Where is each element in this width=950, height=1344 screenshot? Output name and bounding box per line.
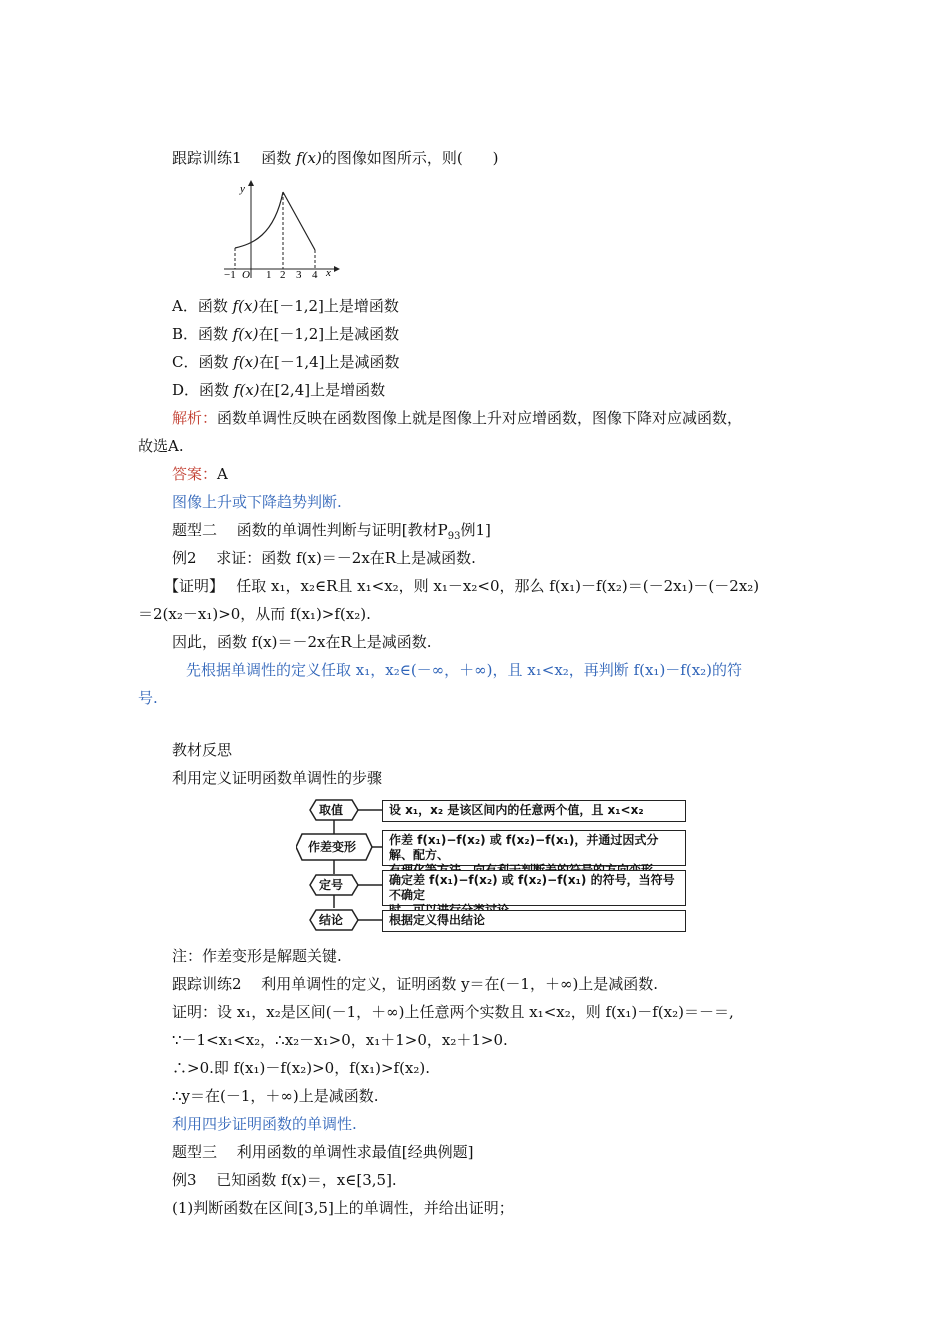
origin-label: O	[242, 269, 250, 281]
x-tick-label: 4	[312, 269, 318, 281]
option-d-arg: (x)	[239, 381, 260, 399]
x-tick-label: 2	[280, 269, 286, 281]
option-b-func: f	[232, 325, 239, 343]
tip-1: 图像上升或下降趋势判断.	[172, 493, 342, 511]
option-a-func: f	[232, 297, 239, 315]
step-4-desc-box	[382, 910, 686, 932]
option-d	[172, 380, 385, 400]
section-2-title-end: 例1]	[460, 521, 491, 539]
example-3: 例3 已知函数 f(x)＝，x∈[3,5].	[172, 1171, 397, 1189]
section-2-page-sub: 93	[447, 531, 461, 542]
exercise-1-title	[172, 148, 499, 168]
step-1-desc-box	[382, 800, 686, 822]
y-axis-label: y	[240, 183, 245, 195]
option-a-arg: (x)	[238, 297, 259, 315]
proof-line-2: ＝2(x₂－x₁)>0，从而 f(x₁)>f(x₂).	[138, 605, 371, 623]
falling-segment	[283, 192, 315, 250]
option-a	[172, 296, 399, 316]
option-d-prefix: D．函数	[172, 381, 234, 399]
proof-line-3: 因此，函数 f(x)＝－2x在R上是减函数.	[172, 633, 432, 651]
reflection-title: 教材反思	[172, 741, 233, 759]
option-c	[172, 352, 400, 372]
option-a-prefix: A．函数	[172, 297, 233, 315]
analysis-label: 解析：	[172, 409, 218, 427]
example-3-part-1: (1)判断函数在区间[3,5]上的单调性，并给出证明；	[172, 1199, 514, 1217]
step-2-desc-line-1: 作差 f(x₁)−f(x₂) 或 f(x₂)−f(x₁)，并通过因式分解、配方、	[389, 833, 659, 862]
x-tick-label: −1	[224, 269, 236, 281]
exercise-2-proof-4: ∴y＝在(－1，＋∞)上是减函数.	[172, 1087, 379, 1105]
analysis-text: 函数单调性反映在函数图像上就是图像上升对应增函数，图像下降对应减函数，	[217, 409, 743, 427]
option-c-prefix: C．函数	[172, 353, 234, 371]
x-tick-label: 3	[296, 269, 302, 281]
answer-value: A	[217, 465, 228, 483]
option-b-text: 在[－1,2]上是减函数	[258, 325, 400, 343]
step-2-desc-box	[382, 830, 686, 866]
step-3-desc-line-1: 确定差 f(x₁)−f(x₂) 或 f(x₂)−f(x₁) 的符号，当符号不确定	[389, 873, 675, 902]
step-3-desc-box	[382, 870, 686, 906]
y-axis-arrow	[248, 180, 254, 186]
option-b-prefix: B．函数	[172, 325, 233, 343]
flowchart	[296, 796, 688, 934]
function-graph	[222, 178, 340, 282]
step-3-label: 定号	[319, 878, 344, 892]
option-b	[172, 324, 399, 344]
x-axis-arrow	[334, 266, 340, 272]
step-4-desc: 根据定义得出结论	[389, 913, 486, 927]
exercise-2-proof-1: 证明：设 x₁，x₂是区间(－1，＋∞)上任意两个实数且 x₁<x₂，则 f(x₁)－f(x₂)＝－＝,	[172, 1003, 734, 1021]
note: 注：作差变形是解题关键.	[172, 947, 342, 965]
answer-label: 答案：	[172, 465, 218, 483]
option-c-text: 在[－1,4]上是减函数	[258, 353, 400, 371]
section-2-title	[172, 520, 491, 547]
exercise-1-func: f	[296, 149, 302, 167]
tip-2-line-1: 先根据单调性的定义任取 x₁，x₂∈(－∞，＋∞)，且 x₁<x₂，再判断 f(x₁)－f(x₂)的符	[186, 661, 743, 679]
reflection-subtitle: 利用定义证明函数单调性的步骤	[172, 769, 383, 787]
tip-2-line-2: 号.	[138, 689, 158, 707]
answer-line	[172, 464, 228, 484]
option-d-func: f	[233, 381, 240, 399]
x-tick-label: 1	[266, 269, 272, 281]
option-a-text: 在[－1,2]上是增函数	[258, 297, 399, 315]
section-3-title: 题型三 利用函数的单调性求最值[经典例题]	[172, 1143, 474, 1161]
step-1-desc: 设 x₁，x₂ 是该区间内的任意两个值，且 x₁<x₂	[389, 803, 644, 817]
step-4-label: 结论	[319, 913, 344, 927]
step-2-label: 作差变形	[308, 840, 357, 854]
tip-3: 利用四步证明函数的单调性.	[172, 1115, 357, 1133]
exercise-1-arg: (x)	[301, 149, 322, 167]
option-d-text: 在[2,4]上是增函数	[259, 381, 386, 399]
example-2: 例2 求证：函数 f(x)＝－2x在R上是减函数.	[172, 549, 476, 567]
proof-line-1: 【证明】 任取 x₁，x₂∈R且 x₁<x₂，则 x₁－x₂<0，那么 f(x₁)－f(x₂)＝(－2x₁)－(－2x₂)	[164, 577, 760, 595]
option-c-func: f	[233, 353, 239, 371]
x-axis-label: x	[326, 267, 331, 279]
exercise-2-proof-2: ∵－1<x₁<x₂，∴x₂－x₁>0，x₁＋1>0，x₂＋1>0.	[172, 1031, 508, 1049]
exercise-1-suffix: 的图像如图所示，则( )	[321, 149, 499, 167]
exercise-1-prefix: 跟踪训练1 函数	[172, 149, 297, 167]
section-2-title-text: 题型二 函数的单调性判断与证明[教材P	[172, 521, 448, 539]
step-1-label: 取值	[319, 803, 344, 817]
analysis-line-1	[172, 408, 742, 428]
analysis-line-2: 故选A.	[138, 437, 184, 455]
rising-curve	[235, 192, 283, 248]
option-c-arg: (x)	[238, 353, 259, 371]
exercise-2-title: 跟踪训练2 利用单调性的定义，证明函数 y＝在(－1，＋∞)上是减函数.	[172, 975, 659, 993]
exercise-2-proof-3: ∴>0.即 f(x₁)－f(x₂)>0，f(x₁)>f(x₂).	[172, 1059, 431, 1077]
option-b-arg: (x)	[238, 325, 259, 343]
